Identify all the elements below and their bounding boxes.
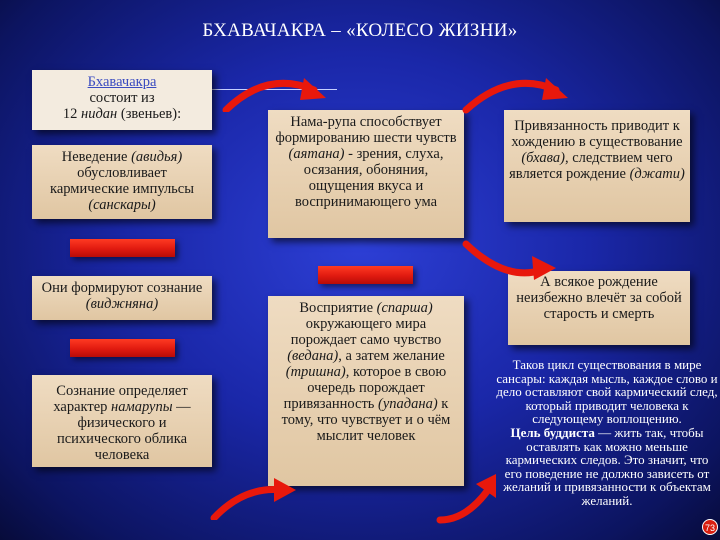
curved-arrow-top-left-icon <box>222 72 332 112</box>
intro-box <box>32 70 212 130</box>
box-jati: А всякое рождение неизбежно влечёт за собой старость и смерть <box>508 271 690 345</box>
bhavachakra-link[interactable]: Бхавачакра <box>87 74 157 90</box>
box-ayatana: Нама-рупа способствует формированию шести чувств (аятана) - зрения, слуха, осязания, обоняния, ощущения вкуса и воспринимающего ума <box>268 110 464 238</box>
box-sparsha: Восприятие (спарша) окружающего мира порождает само чувство (ведана), а затем желание (тришна), которое в свою очередь порождает привязанность (упадана) к тому, что чувствует и о чём мыслит человек <box>268 296 464 486</box>
curved-arrow-middle-icon <box>460 232 560 282</box>
curved-arrow-top-right-icon <box>462 74 574 114</box>
page-number-badge: 73 <box>702 519 718 535</box>
box-vijnana: Они формируют сознание (виджняна) <box>32 276 212 320</box>
box-namarupa: Сознание определяет характер намарупы — физического и психического облика человека <box>32 375 212 467</box>
connector-bar-1 <box>70 239 175 257</box>
box-bhava: Привязанность приводит к хождению в существование (бхава), следствием чего является рождение (джати) <box>504 110 690 222</box>
intro-line-2: состоит из <box>89 90 155 106</box>
connector-bar-2 <box>70 339 175 357</box>
connector-bar-3 <box>318 266 413 284</box>
box-avidya: Неведение (авидья) обусловливает кармические импульсы (санскары) <box>32 145 212 219</box>
intro-line-3: 12 нидан (звеньев): <box>62 106 182 122</box>
curved-arrow-bottom-left-icon <box>210 478 300 520</box>
conclusion-text: Таков цикл существования в мире сансары: каждая мысль, каждое слово и дело оставляют свой кармический след, который приводит человека к следующему воплощению. Цель буддиста — жить так, чтобы оставлять как можно меньше кармических следов. Это значит, что его поведение не должно зависеть от желаний и привязанности к объектам желаний. <box>496 357 718 508</box>
buddhist-goal-label: Цель буддиста <box>510 424 595 440</box>
curved-arrow-bottom-right-icon <box>436 470 506 530</box>
slide-title: БХАВАЧАКРА – «КОЛЕСО ЖИЗНИ» <box>202 20 518 41</box>
